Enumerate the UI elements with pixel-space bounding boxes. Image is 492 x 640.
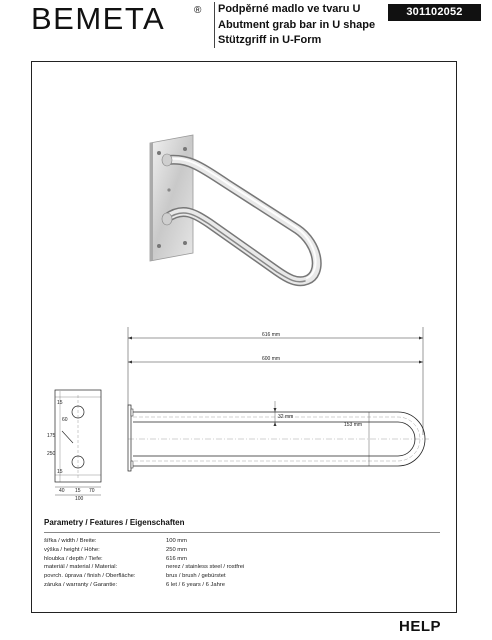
parameters-section [44, 518, 444, 589]
param-value: 616 mm [166, 555, 187, 562]
param-value: nerez / stainless steel / rostfrei [166, 564, 245, 571]
plate-dim-6: 40 [59, 488, 65, 494]
param-label: materiál / material / Material: [44, 564, 118, 571]
param-row [44, 580, 444, 589]
param-label: výška / height / Höhe: [44, 547, 100, 554]
product-title-cz: Podpěrné madlo ve tvaru U [218, 3, 361, 15]
brand-logo [31, 2, 207, 32]
param-row [44, 572, 444, 581]
dim-tube: 32 mm [278, 414, 294, 420]
product-title-de: Stützgriff in U-Form [218, 34, 322, 46]
parameters-divider [44, 532, 440, 533]
param-row [44, 546, 444, 555]
product-photo [147, 98, 337, 288]
param-value: 250 mm [166, 547, 187, 554]
registered-mark: ® [194, 5, 202, 16]
plate-dim-9: 100 [75, 496, 84, 502]
param-value: 100 mm [166, 538, 187, 545]
param-row [44, 554, 444, 563]
plate-dim-8: 70 [89, 488, 95, 494]
product-title-en: Abutment grab bar in U shape [218, 18, 376, 31]
plate-dim-1: 15 [57, 400, 63, 406]
plate-dim-4: 250 [47, 451, 56, 457]
param-label: záruka / warranty / Garantie: [44, 581, 118, 588]
brand-logo-text: BEMETA [31, 2, 166, 32]
parameters-heading: Parametry / Features / Eigenschaften [44, 518, 185, 527]
help-button[interactable]: HELP [399, 618, 442, 635]
product-sheet-frame [31, 61, 457, 613]
plate-dim-3: 175 [47, 433, 56, 439]
product-titles [218, 2, 388, 49]
dim-height: 153 mm [344, 422, 363, 428]
param-value: 6 let / 6 years / 6 Jahre [166, 581, 225, 588]
plate-dim-7: 15 [75, 488, 81, 494]
param-row [44, 563, 444, 572]
param-label: povrch. úprava / finish / Oberfläche: [44, 573, 136, 580]
product-code-badge: 301102052 [388, 4, 481, 21]
plate-dim-5: 15 [57, 469, 63, 475]
param-label: hloubka / depth / Tiefe: [44, 555, 103, 562]
param-row [44, 537, 444, 546]
param-value: brus / brush / gebürstet [166, 573, 226, 580]
plate-dim-2: 60 [62, 417, 68, 423]
dim-overall: 616 mm [262, 332, 281, 338]
dim-length: 600 mm [262, 356, 281, 362]
title-divider [214, 2, 215, 48]
param-label: šířka / width / Breite: [44, 538, 97, 545]
